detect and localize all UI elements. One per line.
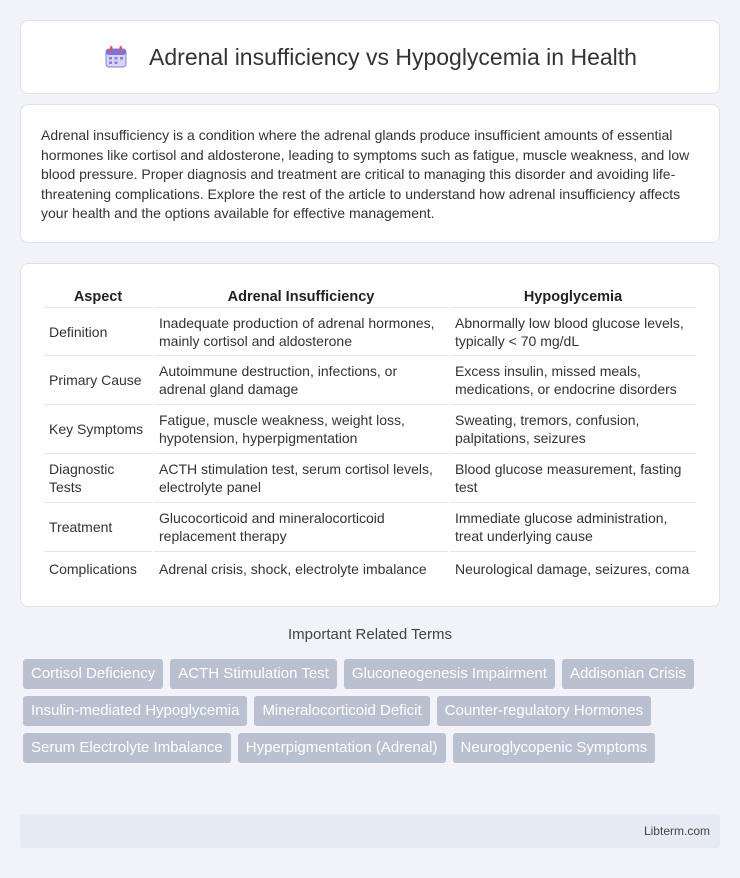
- calendar-icon: [103, 44, 129, 70]
- table-row: [44, 356, 696, 405]
- footer-brand-link[interactable]: Libterm.com: [643, 824, 710, 838]
- header-hypoglycemia: Hypoglycemia: [450, 284, 696, 308]
- related-term-tag[interactable]: Neuroglycopenic Symptoms: [453, 733, 656, 763]
- related-term-tag[interactable]: Serum Electrolyte Imbalance: [23, 733, 231, 763]
- footer: [20, 814, 720, 848]
- row-hypoglycemia-value: Blood glucose measurement, fasting test: [450, 454, 696, 503]
- row-aspect: Treatment: [44, 503, 152, 552]
- related-term-tag[interactable]: Gluconeogenesis Impairment: [344, 659, 555, 689]
- table-header-row: [44, 284, 696, 308]
- related-term-tag[interactable]: Counter-regulatory Hormones: [437, 696, 651, 726]
- row-adrenal-value: Glucocorticoid and mineralocorticoid replacement therapy: [154, 503, 448, 552]
- related-term-tag[interactable]: Hyperpigmentation (Adrenal): [238, 733, 446, 763]
- row-aspect: Diagnostic Tests: [44, 454, 152, 503]
- table-row: [44, 552, 696, 585]
- row-hypoglycemia-value: Abnormally low blood glucose levels, typically < 70 mg/dL: [450, 308, 696, 356]
- related-term-tag[interactable]: Mineralocorticoid Deficit: [254, 696, 429, 726]
- related-term-tag[interactable]: ACTH Stimulation Test: [170, 659, 337, 689]
- page-title: Adrenal insufficiency vs Hypoglycemia in Health: [149, 43, 637, 70]
- related-term-tag[interactable]: Insulin-mediated Hypoglycemia: [23, 696, 247, 726]
- table-row: [44, 503, 696, 552]
- related-terms-title: Important Related Terms: [288, 626, 452, 643]
- row-aspect: Key Symptoms: [44, 405, 152, 454]
- comparison-table: [42, 284, 698, 585]
- related-term-tag[interactable]: Addisonian Crisis: [562, 659, 694, 689]
- row-adrenal-value: Autoimmune destruction, infections, or adrenal gland damage: [154, 356, 448, 405]
- row-adrenal-value: Inadequate production of adrenal hormones, mainly cortisol and aldosterone: [154, 308, 448, 356]
- header-card: [20, 20, 720, 94]
- intro-text: Adrenal insufficiency is a condition where the adrenal glands produce insufficient amounts of essential hormones like cortisol and aldosterone, leading to symptoms such as fatigue, muscle weakness, and low blood pressure. Proper diagnosis and treatment are critical to managing this disorder and avoiding life-threatening complications. Explore the rest of the article to understand how adrenal insufficiency affects your health and the options available for effective management.: [41, 127, 690, 222]
- row-hypoglycemia-value: Immediate glucose administration, treat underlying cause: [450, 503, 696, 552]
- header-adrenal-insufficiency: Adrenal Insufficiency: [154, 284, 448, 308]
- header-aspect: Aspect: [44, 284, 152, 308]
- row-hypoglycemia-value: Excess insulin, missed meals, medications, or endocrine disorders: [450, 356, 696, 405]
- row-aspect: Complications: [49, 560, 137, 577]
- row-hypoglycemia-value: Sweating, tremors, confusion, palpitations, seizures: [450, 405, 696, 454]
- intro-card: [20, 104, 720, 243]
- row-adrenal-value: Fatigue, muscle weakness, weight loss, hypotension, hyperpigmentation: [154, 405, 448, 454]
- comparison-card: [20, 263, 720, 607]
- row-adrenal-value: ACTH stimulation test, serum cortisol levels, electrolyte panel: [154, 454, 448, 503]
- row-aspect: Definition: [44, 308, 152, 356]
- table-row: [44, 308, 696, 356]
- table-row: [44, 454, 696, 503]
- table-row: [44, 405, 696, 454]
- related-term-tag[interactable]: Cortisol Deficiency: [23, 659, 163, 689]
- row-aspect: Primary Cause: [44, 356, 152, 405]
- row-hypoglycemia-value: Neurological damage, seizures, coma: [455, 560, 690, 577]
- related-terms-list: [23, 659, 723, 763]
- row-adrenal-value: Adrenal crisis, shock, electrolyte imbalance: [159, 560, 427, 577]
